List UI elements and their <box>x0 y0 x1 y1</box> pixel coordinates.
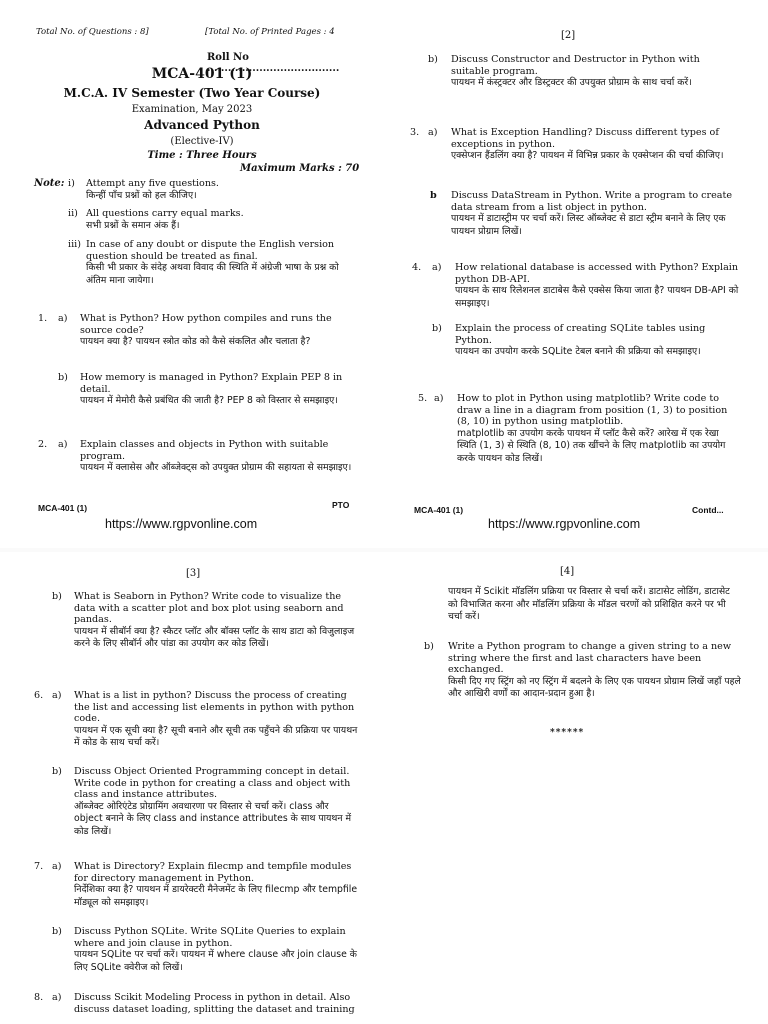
q4a-hi: पायथन के साथ रिलेशनल डाटाबेस कैसे एक्सेस किया जाता है? पायथन DB-API को समझाइए। <box>455 285 739 309</box>
max-marks: Maximum Marks : 70 <box>240 163 360 174</box>
q2b-label: b) <box>428 54 438 65</box>
roll-no: Roll No ...................................... <box>207 52 340 74</box>
page-gap <box>0 548 768 552</box>
q6b <box>74 766 360 838</box>
q3-num: 3. <box>410 127 420 138</box>
footer-contd: Contd... <box>692 505 724 515</box>
exam-page-4 <box>384 555 768 1024</box>
q5a-label: a) <box>434 393 444 404</box>
note-2-en: All questions carry equal marks. <box>86 208 244 219</box>
q3a <box>451 127 737 163</box>
q8a-continued <box>448 586 742 624</box>
q8b-hi: किसी दिए गए स्ट्रिंग को नए स्ट्रिंग में बदलने के लिए एक पायथन प्रोग्राम लिखें जहाँ पहले और आखिरी वर्णों का आदान-प्रदान हुआ है। <box>448 675 741 699</box>
q5-num: 5. <box>418 393 428 404</box>
total-pages: [Total No. of Printed Pages : 4 <box>205 27 335 37</box>
q5b-hi: पायथन में सीबॉर्न क्या है? स्कैटर प्लॉट और बॉक्स प्लॉट के साथ डाटा को विजुलाइज करने के लिए सीबॉर्न और पांडा का उपयोग कर कोड लिखें। <box>74 625 355 649</box>
q2b-hi: पायथन में कंस्ट्रक्टर और डिस्ट्रक्टर की उपयुक्त प्रोग्राम के साथ चर्चा करें। <box>451 77 692 88</box>
q2b-en: Discuss Constructor and Destructor in Python with suitable program. <box>451 54 700 77</box>
q7a-hi: निर्देशिका क्या है? पायथन में डायरेक्टरी मैनेजमेंट के लिए filecmp और tempfile मॉड्यूल को समझाइए। <box>74 884 358 908</box>
footer-code: MCA-401 (1) <box>414 505 464 515</box>
q1-num: 1. <box>38 313 48 324</box>
note-1-hi: किन्हीं पाँच प्रश्नों को हल कीजिए। <box>86 189 197 201</box>
q2a-hi: पायथन में क्लासेस और ऑब्जेक्ट्स को उपयुक्त प्रोग्राम की सहायता से समझाइए। <box>80 462 352 473</box>
q3b-hi: पायथन में डाटास्ट्रीम पर चर्चा करें। लिस्ट ऑब्जेक्ट से डाटा स्ट्रीम बनाने के लिए एक पायथन प्रोग्राम लिखें। <box>451 213 726 237</box>
q2a-en: Explain classes and objects in Python with suitable program. <box>80 439 329 462</box>
note-1 <box>86 178 366 202</box>
q4a-label: a) <box>432 262 442 273</box>
note-3-en: In case of any doubt or dispute the English version question should be treated as final. <box>86 239 335 262</box>
q3a-hi: एक्सेप्शन हैंडलिंग क्या है? पायथन में विभिन्न प्रकार के एक्सेप्शन की चर्चा कीजिए। <box>451 150 724 161</box>
q8a-cont-hi: पायथन में Scikit मॉडलिंग प्रक्रिया पर विस्तार से चर्चा करें। डाटासेट लोडिंग, डाटासेट को विभाजित करना और मॉडलिंग प्रक्रिया के मॉडल चरणों को प्रशिक्षित करने पर भी चर्चा करें। <box>448 586 730 622</box>
q6a-label: a) <box>52 690 62 701</box>
q1a-hi: पायथन क्या है? पायथन स्त्रोत कोड को कैसे संकलित और चलाता है? <box>80 336 311 347</box>
course-code: MCA-401 (1) <box>151 66 253 82</box>
note-num-3: iii) <box>68 239 81 250</box>
q7b-hi: पायथन SQLite पर चर्चा करें। पायथन में where clause और join clause के लिए SQLite क्वेरीज को लिखें। <box>74 949 357 973</box>
q6a <box>74 690 358 750</box>
exam-page-2 <box>384 0 768 545</box>
subject-title: Advanced Python <box>144 118 260 132</box>
q4a-en: How relational database is accessed with Python? Explain python DB-API. <box>455 262 739 285</box>
source-url[interactable]: https://www.rgpvonline.com <box>105 517 258 531</box>
footer-code: MCA-401 (1) <box>38 503 88 513</box>
q4b-en: Explain the process of creating SQLite tables using Python. <box>455 323 706 346</box>
q5a <box>457 393 741 465</box>
total-questions: Total No. of Questions : 8] <box>36 27 149 37</box>
q7b-en: Discuss Python SQLite. Write SQLite Queries to explain where and join clause in python. <box>74 926 346 949</box>
note-2 <box>86 208 366 232</box>
elective: (Elective-IV) <box>170 136 234 147</box>
end-mark: ****** <box>550 728 585 738</box>
q8-num: 8. <box>34 992 44 1003</box>
q7b-label: b) <box>52 926 62 937</box>
q7b <box>74 926 358 974</box>
q2a-label: a) <box>58 439 68 450</box>
exam-page-1 <box>0 0 384 545</box>
page-number: [2] <box>561 30 576 41</box>
q2b <box>451 54 735 90</box>
note-label: Note: <box>34 178 65 189</box>
q7-num: 7. <box>34 861 44 872</box>
q1b-en: How memory is managed in Python? Explain PEP 8 in detail. <box>80 372 343 395</box>
note-num-1: i) <box>68 178 75 189</box>
q7a-label: a) <box>52 861 62 872</box>
q6-num: 6. <box>34 690 44 701</box>
q2a <box>80 439 358 475</box>
q1b-label: b) <box>58 372 68 383</box>
q1a-label: a) <box>58 313 68 324</box>
q5b <box>74 591 360 651</box>
q8b-en: Write a Python program to change a given string to a new string where the first and last characters have been exchanged. <box>448 641 732 675</box>
q8b-label: b) <box>424 641 434 652</box>
q4-num: 4. <box>412 262 422 273</box>
q6a-hi: पायथन में एक सूची क्या है? सूची बनाने और सूची तक पहुँचने की प्रक्रिया पर पायथन में कोड के साथ चर्चा करें। <box>74 724 358 748</box>
time-allowed: Time : Three Hours <box>147 150 257 161</box>
footer-pto: PTO <box>332 500 350 510</box>
note-2-hi: सभी प्रश्नों के समान अंक हैं। <box>86 219 180 231</box>
q6a-en: What is a list in python? Discuss the process of creating the list and accessing list elements in python with python code. <box>74 690 355 724</box>
q3a-label: a) <box>428 127 438 138</box>
q1a <box>80 313 358 349</box>
q8b <box>448 641 742 701</box>
q7a <box>74 861 358 909</box>
q1b <box>80 372 358 408</box>
q8a <box>74 992 360 1015</box>
q4b-hi: पायथन का उपयोग करके SQLite टेबल बनाने की प्रक्रिया को समझाइए। <box>455 346 701 357</box>
note-1-en: Attempt any five questions. <box>86 178 219 189</box>
q6b-label: b) <box>52 766 62 777</box>
exam-page-3 <box>0 555 384 1024</box>
q3b-en: Discuss DataStream in Python. Write a program to create data stream from a list object in python. <box>451 190 733 213</box>
note-num-2: ii) <box>68 208 78 219</box>
q7a-en: What is Directory? Explain filecmp and tempfile modules for directory management in Python. <box>74 861 352 884</box>
q5b-label: b) <box>52 591 62 602</box>
q4a <box>455 262 739 310</box>
page-number: [3] <box>186 568 201 579</box>
q4b-label: b) <box>432 323 442 334</box>
q8a-label: a) <box>52 992 62 1003</box>
q5b-en: What is Seaborn in Python? Write code to visualize the data with a scatter plot and box plot using seaborn and pandas. <box>74 591 344 625</box>
exam-date: Examination, May 2023 <box>131 104 253 115</box>
q8a-en: Discuss Scikit Modeling Process in python in detail. Also discuss dataset loading, splitting the dataset and training <box>74 992 355 1015</box>
q3b <box>451 190 737 238</box>
q5a-en: How to plot in Python using matplotlib? Write code to draw a line in a diagram from position (1, 3) to position (8, 10) in python using matplotlib. <box>457 393 728 427</box>
semester: M.C.A. IV Semester (Two Year Course) <box>63 86 321 100</box>
q4b <box>455 323 739 359</box>
q6b-hi: ऑब्जेक्ट ओरिएंटेड प्रोग्रामिंग अवधारणा पर विस्तार से चर्चा करें। class और object बनाने के लिए class and instance attributes के साथ पायथन में कोड लिखें। <box>74 800 352 837</box>
q5a-hi: matplotlib का उपयोग करके पायथन में प्लॉट कैसे करें? आरेख में एक रेखा स्थिति (1, 3) से स्थिति (8, 10) तक खींचने के लिए matplotlib का उपयोग करके पायथन कोड लिखें। <box>457 427 726 464</box>
q1a-en: What is Python? How python compiles and runs the source code? <box>80 313 332 336</box>
note-3-hi: किसी भी प्रकार के संदेह अथवा विवाद की स्थिति में अंग्रेजी भाषा के प्रश्न को अंतिम माना जायेगा। <box>86 262 339 286</box>
q1b-hi: पायथन में मेमोरी कैसे प्रबंधित की जाती है? PEP 8 को विस्तार से समझाइए। <box>80 395 338 406</box>
q3a-en: What is Exception Handling? Discuss different types of exceptions in python. <box>451 127 719 150</box>
note-3 <box>86 239 360 287</box>
q2-num: 2. <box>38 439 48 450</box>
page-number: [4] <box>560 566 575 577</box>
source-url[interactable]: https://www.rgpvonline.com <box>488 517 641 531</box>
q6b-en: Discuss Object Oriented Programming concept in detail. Write code in python for creating a class and object with class and instance attributes. <box>74 766 351 800</box>
q3b-label: b <box>430 190 437 201</box>
